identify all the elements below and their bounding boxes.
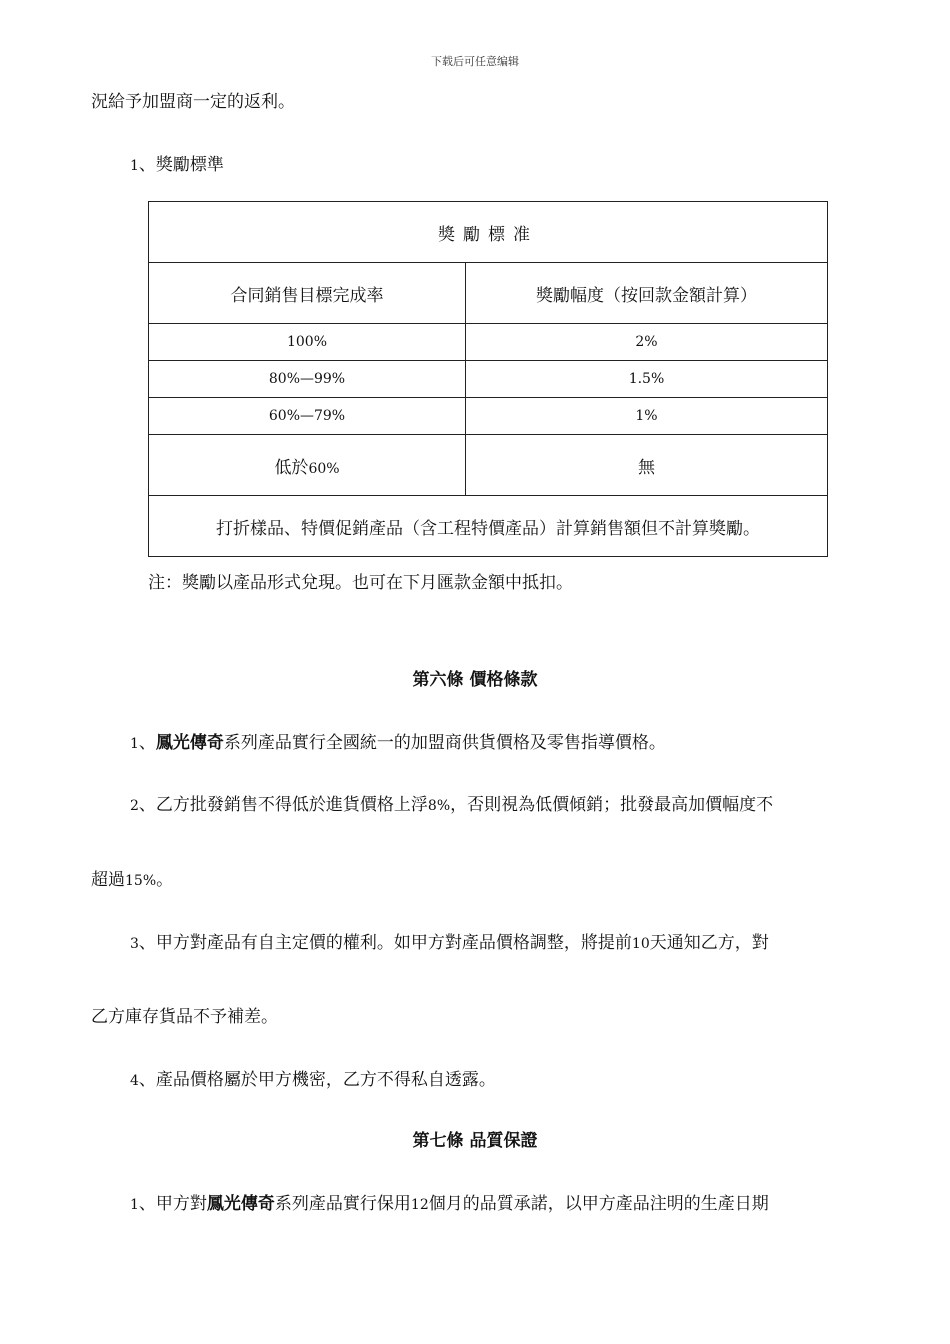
article7-title: 第七條 品質保證: [412, 1131, 538, 1151]
item-text: 系列產品實行全國統一的加盟商供貨價格及零售指導價格。: [223, 733, 666, 753]
intro-tail-text: 況給予加盟商一定的返利。: [91, 92, 295, 112]
item-text: 、甲方對產品有自主定價的權利。如甲方對產品價格調整，將提前: [138, 933, 632, 953]
rate-cell-below: [149, 435, 466, 496]
reward-cell: 1%: [466, 398, 828, 435]
reward-table-col-reward: 獎勵幅度（按回款金額計算）: [466, 263, 828, 324]
reward-cell-none: 無: [466, 435, 828, 496]
article6-item3: [130, 933, 769, 954]
article6-item2: [130, 795, 773, 816]
brand-name: 鳳光傳奇: [206, 1194, 275, 1214]
article6-item4: [130, 1070, 496, 1091]
reward-heading: [130, 155, 224, 176]
item-days: 10: [631, 936, 650, 952]
item-text: 、乙方批發銷售不得低於進貨價格上浮: [138, 795, 428, 815]
rate-cell: 60%—79%: [149, 398, 466, 435]
article6-item2-cont: [91, 870, 173, 891]
reward-table-col-rate: 合同銷售目標完成率: [149, 263, 466, 324]
reward-heading-text: 、獎勵標準: [138, 155, 224, 175]
reward-table: [148, 201, 828, 557]
brand-name: 鳳光傳奇: [155, 733, 224, 753]
article6-item3-cont: 乙方庫存貨品不予補差。: [91, 1007, 278, 1027]
item-percent: 8%: [427, 798, 451, 814]
item-text: 個月的品質承諾，以甲方產品注明的生產日期: [428, 1194, 769, 1214]
reward-heading-number: 1: [130, 158, 139, 174]
reward-cell: 2%: [466, 324, 828, 361]
item-text: 系列產品實行保用: [274, 1194, 411, 1214]
item-separator: 、: [138, 733, 156, 753]
item-text: 、甲方對: [138, 1194, 207, 1214]
below-label: 低於: [274, 457, 309, 478]
rate-cell: 80%—99%: [149, 361, 466, 398]
item-number: 3: [130, 936, 139, 952]
article7-item1: [130, 1194, 769, 1215]
item-text: 天通知乙方，對: [649, 933, 769, 953]
rate-cell: 100%: [149, 324, 466, 361]
item-number: 4: [130, 1073, 139, 1089]
item-text: 、產品價格屬於甲方機密，乙方不得私自透露。: [138, 1070, 496, 1090]
item-number: 2: [130, 798, 139, 814]
table-row: [149, 398, 828, 435]
article6-item1: [130, 733, 666, 754]
page-header: 下载后可任意编辑: [431, 55, 519, 68]
item-months: 12: [410, 1197, 429, 1213]
item-text: 。: [156, 870, 174, 890]
table-row: [149, 324, 828, 361]
item-percent: 15%: [125, 873, 157, 889]
reward-table-title: 獎勵標准: [149, 202, 828, 263]
reward-note: 注：獎勵以產品形式兌現。也可在下月匯款金額中抵扣。: [148, 573, 573, 593]
item-text: ，否則視為低價傾銷；批發最高加價幅度不: [450, 795, 774, 815]
item-number: 1: [130, 736, 139, 752]
item-number: 1: [130, 1197, 139, 1213]
reward-cell: 1.5%: [466, 361, 828, 398]
item-text: 超過: [91, 870, 125, 890]
table-row: [149, 435, 828, 496]
below-number: 60%: [308, 460, 340, 477]
table-row: [149, 361, 828, 398]
article6-title: 第六條 價格條款: [412, 670, 538, 690]
reward-table-footer: 打折樣品、特價促銷產品（含工程特價產品）計算銷售額但不計算獎勵。: [149, 496, 828, 557]
